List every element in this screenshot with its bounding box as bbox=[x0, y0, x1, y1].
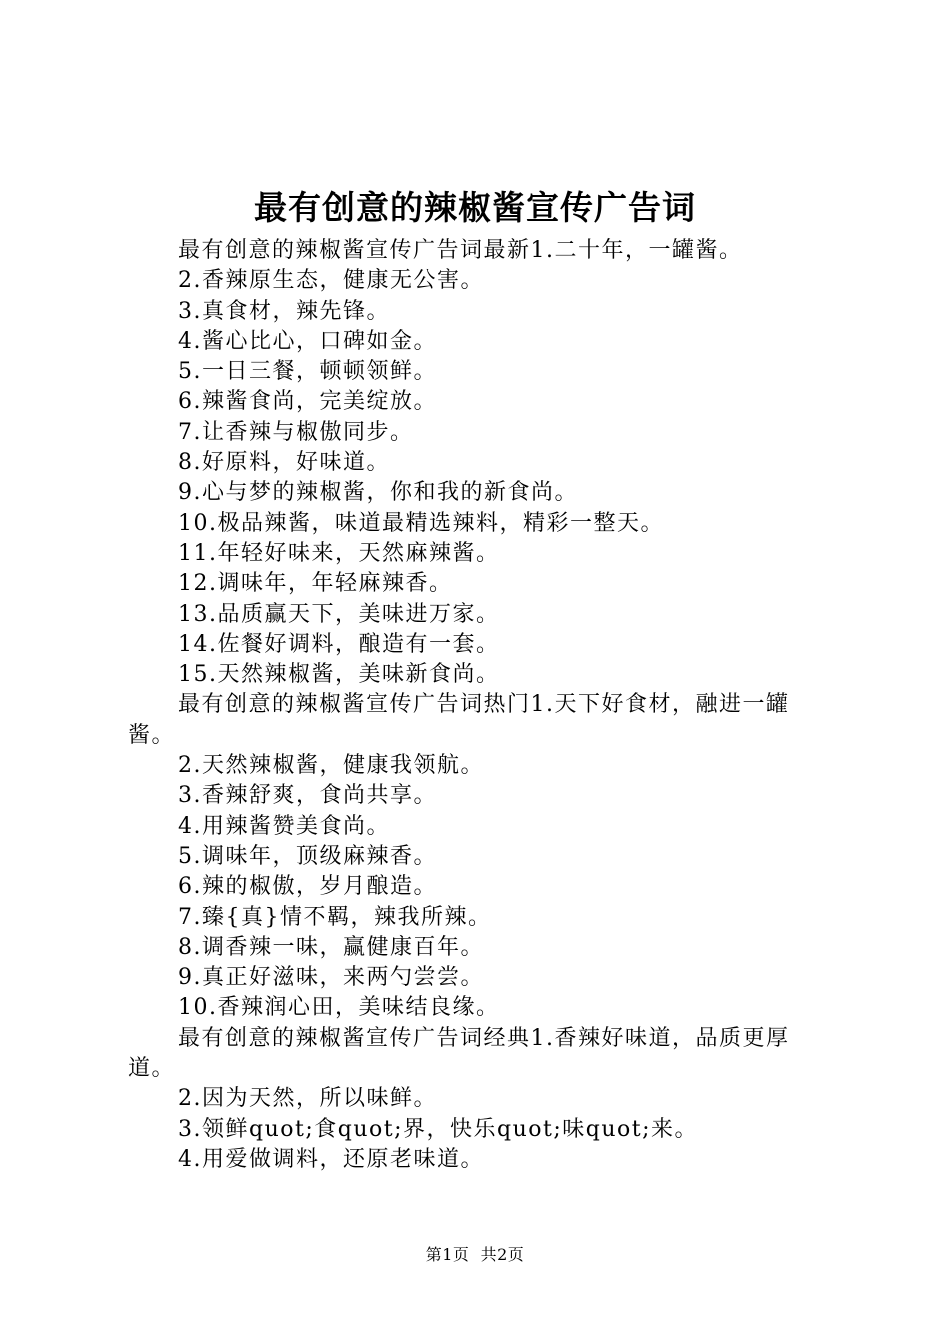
paragraph: 8.好原料，好味道。 bbox=[178, 450, 390, 476]
document-body bbox=[128, 236, 834, 1175]
paragraph: 5.一日三餐，顿顿领鲜。 bbox=[178, 359, 437, 385]
paragraph: 2.天然辣椒酱，健康我领航。 bbox=[178, 753, 484, 779]
paragraph: 8.调香辣一味，赢健康百年。 bbox=[178, 934, 484, 960]
paragraph: 9.真正好滋味，来两勺尝尝。 bbox=[178, 965, 484, 991]
paragraph: 2.因为天然，所以味鲜。 bbox=[178, 1086, 437, 1112]
document-title: 最有创意的辣椒酱宣传广告词 bbox=[254, 188, 696, 227]
paragraph: 7.让香辣与椒傲同步。 bbox=[178, 419, 414, 445]
paragraph: 4.用爱做调料，还原老味道。 bbox=[178, 1146, 484, 1172]
paragraph: 9.心与梦的辣椒酱，你和我的新食尚。 bbox=[178, 480, 578, 506]
paragraph: 7.臻{真}情不羁，辣我所辣。 bbox=[178, 904, 492, 930]
paragraph: 4.用辣酱赞美食尚。 bbox=[178, 813, 390, 839]
paragraph: 5.调味年，顶级麻辣香。 bbox=[178, 843, 437, 869]
paragraph: 13.品质赢天下，美味进万家。 bbox=[178, 601, 500, 627]
footer-separator bbox=[469, 1245, 480, 1264]
paragraph: 11.年轻好味来，天然麻辣酱。 bbox=[178, 540, 500, 566]
page-footer bbox=[0, 1243, 950, 1267]
paragraph: 15.天然辣椒酱，美味新食尚。 bbox=[178, 662, 500, 688]
paragraph: 3.真食材，辣先锋。 bbox=[178, 298, 390, 324]
paragraph: 14.佐餐好调料，酿造有一套。 bbox=[178, 631, 500, 657]
paragraph: 最有创意的辣椒酱宣传广告词最新1.二十年，一罐酱。 bbox=[178, 238, 743, 263]
paragraph: 10.极品辣酱，味道最精选辣料，精彩一整天。 bbox=[178, 510, 664, 536]
paragraph: 6.辣酱食尚，完美绽放。 bbox=[178, 389, 437, 415]
paragraph: 10.香辣润心田，美味结良缘。 bbox=[178, 995, 500, 1021]
paragraph: 最有创意的辣椒酱宣传广告词经典1.香辣好味道，品质更厚道。 bbox=[128, 1025, 790, 1082]
paragraph: 2.香辣原生态，健康无公害。 bbox=[178, 268, 484, 294]
paragraph: 3.领鲜quot;食quot;界，快乐quot;味quot;来。 bbox=[178, 1116, 698, 1142]
paragraph: 3.香辣舒爽，食尚共享。 bbox=[178, 783, 437, 809]
paragraph: 4.酱心比心，口碑如金。 bbox=[178, 328, 437, 354]
page-number-current: 第1页 bbox=[425, 1245, 470, 1264]
page-number-total: 共2页 bbox=[480, 1245, 525, 1264]
paragraph: 6.辣的椒傲，岁月酿造。 bbox=[178, 874, 437, 900]
paragraph: 最有创意的辣椒酱宣传广告词热门1.天下好食材，融进一罐酱。 bbox=[128, 692, 790, 748]
paragraph: 12.调味年，年轻麻辣香。 bbox=[178, 571, 453, 597]
